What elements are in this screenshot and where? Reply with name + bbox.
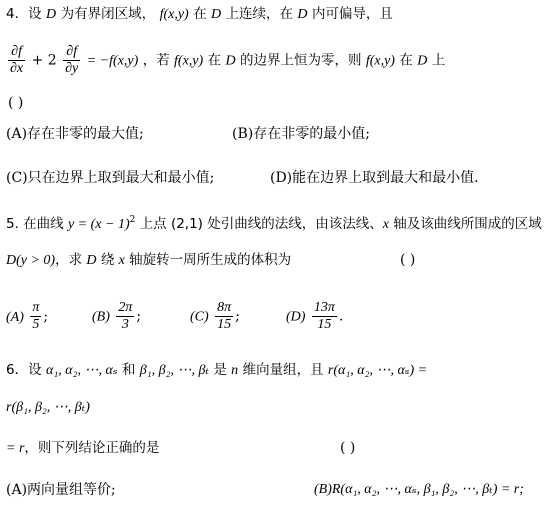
q4-text: 的边界上恒为零，则 xyxy=(240,52,366,69)
frac-den: 3 xyxy=(121,317,129,332)
q5-text: 轴旋转一周所生成的体积为 xyxy=(124,252,292,268)
q4-prefix: 4．设 xyxy=(6,6,42,22)
q5-option-c: (C) $\frac{8\pi}{15}$ ; xyxy=(190,300,240,332)
q5-curve-eq: y = (x − 1) xyxy=(67,217,130,232)
frac-num: ∂f xyxy=(63,44,80,61)
q4-answer-paren: ( ) xyxy=(8,95,24,111)
q6-prefix: 6．设 xyxy=(6,362,42,378)
option-fraction xyxy=(116,300,134,333)
q4-var-D: D xyxy=(225,53,236,69)
q6-text: 和 xyxy=(122,362,140,378)
q6-option-b: (B)R(α₁, α₂, ⋯, αₛ, β₁, β₂, ⋯, βₜ) = r; xyxy=(314,482,524,497)
frac-num: 8π xyxy=(217,300,232,315)
q4-option-a: (A)存在非零的最大值; xyxy=(6,126,144,142)
q4-var-D: D xyxy=(210,7,222,22)
q4-plus: + 2 xyxy=(31,52,57,69)
q5-answer-paren: ( ) xyxy=(400,252,416,268)
q5-option-b: (B) $\frac{2\pi}{3}$ ; xyxy=(92,300,142,332)
q6-answer-paren: ( ) xyxy=(340,440,356,456)
q4-var-D: D xyxy=(46,7,57,22)
q5-text: 绕 xyxy=(96,252,119,268)
q4-text: 为有界闭区域， xyxy=(60,6,156,22)
q6-option-a: (A)两向量组等价; xyxy=(6,482,116,498)
q6-text: ，则下列结论正确的是 xyxy=(24,440,160,456)
q5-var-x: x xyxy=(382,217,389,232)
q4-option-d: (D)能在边界上取到最大和最小值. xyxy=(270,170,479,186)
q6-alpha-set: α₁, α₂, ⋯, αₛ xyxy=(46,363,118,378)
option-label: (A) xyxy=(6,309,24,325)
q4-option-c: (C)只在边界上取到最大和最小值; xyxy=(6,170,215,186)
q4-fxy: f(x,y) xyxy=(159,7,189,22)
q5-var-x: x xyxy=(118,253,125,268)
q4-text: 上 xyxy=(431,52,446,69)
q4-text: 上连续，在 xyxy=(225,6,298,22)
q6-rank-beta: r(β₁, β₂, ⋯, βₜ) xyxy=(6,400,90,415)
option-label: (D) xyxy=(286,309,306,325)
option-label: (C) xyxy=(190,309,209,325)
q6-rank-alpha: r(α₁, α₂, ⋯, αₛ) = xyxy=(327,363,428,378)
frac-num: 2π xyxy=(118,300,133,315)
q4-partial-fx xyxy=(8,44,25,77)
q5-var-D: D xyxy=(86,253,97,268)
q5-option-d: (D) $\frac{13\pi}{15}$ . xyxy=(286,300,344,332)
frac-den: 5 xyxy=(32,317,40,332)
frac-den: 15 xyxy=(217,317,232,332)
q4-fxy: f(x,y) xyxy=(174,53,204,69)
q5-exponent: 2 xyxy=(129,215,136,225)
q6-var-n: n xyxy=(231,363,239,378)
q5-line2 xyxy=(6,250,291,271)
q4-text: 内可偏导，且 xyxy=(311,6,393,22)
frac-num: ∂f xyxy=(8,44,25,61)
frac-den: ∂y xyxy=(65,61,79,76)
q4-var-D: D xyxy=(297,7,308,22)
q6-line3 xyxy=(6,438,159,459)
q4-line1 xyxy=(6,4,393,25)
q6-text: 维向量组，且 xyxy=(242,362,328,378)
q5-options xyxy=(6,300,48,333)
q4-option-b: (B)存在非零的最小值; xyxy=(232,126,370,142)
q4-equation-line xyxy=(6,44,445,77)
q6-eq-r: = r xyxy=(6,441,25,456)
q4-fxy: f(x,y) xyxy=(365,53,395,69)
q5-text: 上点 (2,1) 处引曲线的法线，由该法线、 xyxy=(135,216,383,232)
option-fraction xyxy=(30,300,41,333)
q4-var-D: D xyxy=(417,53,428,69)
q4-partial-fy xyxy=(63,44,80,77)
q4-rhs: = −f(x,y) xyxy=(86,53,139,69)
q6-line1 xyxy=(6,360,551,381)
option-fraction xyxy=(312,300,337,333)
q5-text: ，求 xyxy=(55,252,87,268)
frac-den: ∂x xyxy=(10,61,24,76)
q4-text: 在 xyxy=(193,6,211,22)
frac-den: 15 xyxy=(317,317,332,332)
frac-num: π xyxy=(32,300,40,315)
frac-num: 13π xyxy=(313,300,335,315)
q5-text: 轴及该曲线所围成的区域 xyxy=(388,216,542,232)
option-fraction xyxy=(215,300,233,333)
q4-text: 在 xyxy=(399,52,418,69)
q5-line1 xyxy=(6,210,542,235)
option-label: (B) xyxy=(92,309,110,325)
q6-beta-set: β₁, β₂, ⋯, βₜ xyxy=(139,363,209,378)
q4-text: ，若 xyxy=(142,52,175,69)
q6-text: 是 xyxy=(213,362,232,378)
q5-domain: D(y > 0) xyxy=(6,253,56,268)
q5-prefix: 5. 在曲线 xyxy=(6,216,68,232)
q4-text: 在 xyxy=(207,52,226,69)
q5-option-a: (A) $\frac{\pi}{5}$ ; xyxy=(6,300,49,332)
